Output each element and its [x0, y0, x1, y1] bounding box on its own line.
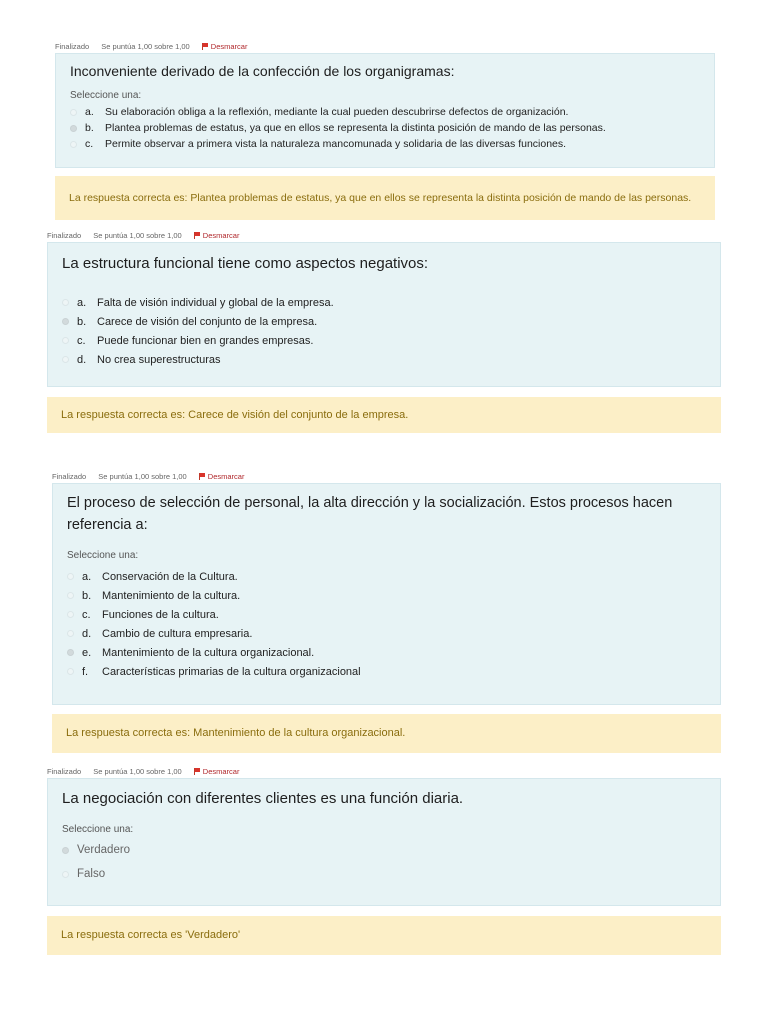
score-label: Se puntúa 1,00 sobre 1,00 — [101, 42, 190, 51]
unflag-link[interactable]: Desmarcar — [199, 472, 255, 481]
flag-icon — [194, 232, 200, 239]
radio-button[interactable] — [67, 592, 74, 599]
radio-button[interactable] — [70, 109, 77, 116]
question-3 — [52, 471, 721, 753]
flag-icon — [202, 43, 208, 50]
score-label: Se puntúa 1,00 sobre 1,00 — [98, 472, 187, 481]
answer-option-e[interactable]: e. Mantenimiento de la cultura organizacional. — [67, 643, 706, 662]
radio-button-selected[interactable] — [62, 847, 69, 854]
question-box — [52, 483, 721, 705]
status-label: Finalizado — [47, 231, 82, 240]
radio-button[interactable] — [70, 141, 77, 148]
correct-answer-feedback: La respuesta correcta es: Plantea problemas de estatus, ya que en ellos se representa la distinta posición de mando de las personas. — [55, 176, 715, 220]
option-label: Puede funcionar bien en grandes empresas. — [97, 334, 314, 347]
option-label: Falso — [77, 868, 106, 880]
option-label: No crea superestructuras — [97, 353, 221, 366]
question-text: La estructura funcional tiene como aspectos negativos: — [62, 255, 429, 272]
radio-button-selected[interactable] — [67, 649, 74, 656]
answer-option-b[interactable]: b. Carece de visión del conjunto de la empresa. — [62, 312, 706, 331]
radio-button[interactable] — [62, 871, 69, 878]
status-label: Finalizado — [47, 767, 82, 776]
radio-button[interactable] — [62, 337, 69, 344]
radio-button-selected[interactable] — [70, 125, 77, 132]
unflag-link[interactable]: Desmarcar — [202, 42, 258, 51]
option-label: Cambio de cultura empresaria. — [102, 627, 253, 640]
question-info — [52, 471, 721, 483]
answer-option-d[interactable]: d. Cambio de cultura empresaria. — [67, 624, 706, 643]
unflag-link[interactable]: Desmarcar — [194, 231, 250, 240]
answer-option-false[interactable] — [62, 862, 706, 886]
select-prompt: Seleccione una: — [70, 90, 142, 101]
select-prompt: Seleccione una: — [62, 824, 134, 835]
correct-answer-feedback: La respuesta correcta es: Mantenimiento de la cultura organizacional. — [52, 714, 721, 753]
radio-button[interactable] — [67, 573, 74, 580]
answer-option-c[interactable]: c. Puede funcionar bien en grandes empresas. — [62, 331, 706, 350]
option-label: Funciones de la cultura. — [102, 608, 219, 621]
status-label: Finalizado — [52, 472, 87, 481]
option-label: Conservación de la Cultura. — [102, 570, 238, 583]
radio-button[interactable] — [67, 668, 74, 675]
radio-button[interactable] — [62, 299, 69, 306]
question-box — [47, 242, 721, 387]
answer-option-c[interactable]: c. Funciones de la cultura. — [67, 605, 706, 624]
question-box — [47, 778, 721, 906]
question-1 — [55, 41, 715, 220]
option-label: Carece de visión del conjunto de la empresa. — [97, 315, 318, 328]
answer-option-d[interactable]: d. No crea superestructuras — [62, 350, 706, 369]
score-label: Se puntúa 1,00 sobre 1,00 — [93, 767, 182, 776]
answer-option-f[interactable]: f. Características primarias de la cultura organizacional — [67, 662, 706, 681]
question-info — [47, 230, 721, 242]
question-text: Inconveniente derivado de la confección de los organigramas: — [70, 63, 455, 79]
question-box — [55, 53, 715, 168]
option-label: Su elaboración obliga a la reflexión, mediante la cual pueden descubrirse defectos de organización. — [105, 106, 569, 118]
answer-option-b[interactable]: b. Plantea problemas de estatus, ya que en ellos se representa la distinta posición de mando de las personas. — [70, 120, 700, 136]
option-label: Verdadero — [77, 844, 131, 856]
answer-option-a[interactable]: a. Falta de visión individual y global de la empresa. — [62, 293, 706, 312]
option-label: Mantenimiento de la cultura. — [102, 589, 241, 602]
question-info — [55, 41, 715, 53]
question-text: El proceso de selección de personal, la alta dirección y la socialización. Estos procesos hacen referencia a: — [67, 495, 673, 533]
flag-icon — [194, 768, 200, 775]
question-2 — [47, 230, 721, 433]
option-label: Mantenimiento de la cultura organizacional. — [102, 646, 315, 659]
option-label: Plantea problemas de estatus, ya que en ellos se representa la distinta posición de mando de las personas. — [105, 122, 606, 134]
question-4 — [47, 766, 721, 955]
status-label: Finalizado — [55, 42, 90, 51]
unflag-link[interactable]: Desmarcar — [194, 767, 250, 776]
radio-button[interactable] — [67, 630, 74, 637]
radio-button-selected[interactable] — [62, 318, 69, 325]
select-prompt: Seleccione una: — [67, 550, 139, 561]
option-label: Permite observar a primera vista la naturaleza mancomunada y solidaria de las diversas funciones. — [105, 138, 567, 150]
correct-answer-feedback: La respuesta correcta es 'Verdadero' — [47, 916, 721, 955]
answer-option-a[interactable]: a. Su elaboración obliga a la reflexión, mediante la cual pueden descubrirse defectos de organización. — [70, 104, 700, 120]
question-info — [47, 766, 721, 778]
correct-answer-feedback: La respuesta correcta es: Carece de visión del conjunto de la empresa. — [47, 397, 721, 433]
score-label: Se puntúa 1,00 sobre 1,00 — [93, 231, 182, 240]
answer-option-b[interactable]: b. Mantenimiento de la cultura. — [67, 586, 706, 605]
radio-button[interactable] — [62, 356, 69, 363]
option-label: Falta de visión individual y global de la empresa. — [97, 296, 334, 309]
answer-option-a[interactable]: a. Conservación de la Cultura. — [67, 567, 706, 586]
option-label: Características primarias de la cultura organizacional — [102, 665, 361, 678]
radio-button[interactable] — [67, 611, 74, 618]
answer-option-c[interactable]: c. Permite observar a primera vista la naturaleza mancomunada y solidaria de las diversas funciones. — [70, 136, 700, 152]
answer-option-true[interactable] — [62, 838, 706, 862]
flag-icon — [199, 473, 205, 480]
question-text: La negociación con diferentes clientes es una función diaria. — [62, 790, 464, 807]
